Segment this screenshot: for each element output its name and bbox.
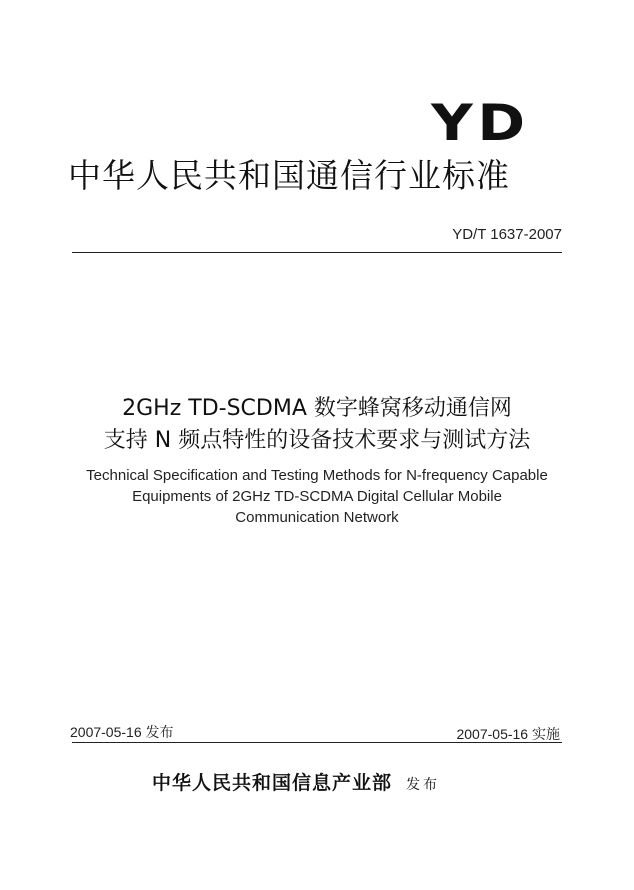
publisher-action: 发布 (406, 777, 441, 793)
bottom-divider (72, 742, 562, 743)
publisher-line (152, 768, 440, 795)
chinese-title-line-1: 2GHz TD-SCDMA 数字蜂窝移动通信网 (122, 396, 512, 421)
standard-number: YD/T 1637-2007 (452, 226, 562, 243)
publisher-name: 中华人民共和国信息产业部 (152, 772, 393, 794)
chinese-title-line-2: 支持 N 频点特性的设备技术要求与测试方法 (103, 428, 531, 453)
yd-logo: YD (431, 94, 530, 152)
english-title-line-3: Communication Network (235, 509, 399, 526)
english-title-line-1: Technical Specification and Testing Methods for N-frequency Capable (86, 467, 548, 484)
issue-date: 2007-05-16 发布 (70, 724, 174, 740)
english-title-line-2: Equipments of 2GHz TD-SCDMA Digital Cellular Mobile (132, 488, 502, 505)
implementation-date: 2007-05-16 实施 (456, 726, 560, 742)
top-divider (72, 252, 562, 253)
standard-category-title: 中华人民共和国通信行业标准 (68, 156, 510, 195)
